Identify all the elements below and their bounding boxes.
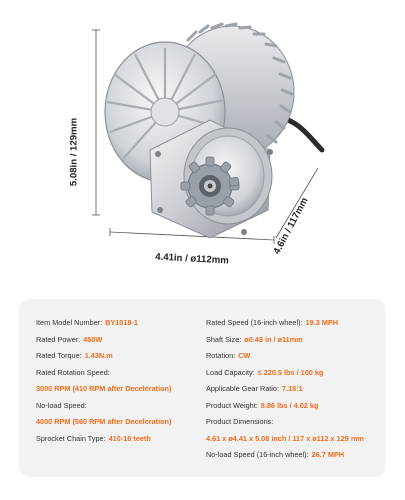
specifications-panel <box>19 299 385 477</box>
spec-rated-torque: Rated Torque: 1.43N.m <box>36 351 113 360</box>
spec-no-load-speed-wheel: No-load Speed (16-inch wheel): 26.7 MPH <box>206 450 345 459</box>
specs-right-column <box>206 317 384 466</box>
sprocket <box>181 157 239 215</box>
height-dimension-label: 5.08in / 129mm <box>68 117 80 187</box>
width-dimension-label: 4.41in / ø112mm <box>154 251 230 267</box>
spec-rotation: Rotation: CW <box>206 351 251 360</box>
spec-load-capacity: Load Capacity: ≤ 220.5 lbs / 100 kg <box>206 367 324 377</box>
spec-gear-ratio: Applicable Gear Ratio: 7.18:1 <box>206 384 303 393</box>
spec-shaft-size: Shaft Size: ø0.43 in / ø11mm <box>206 334 303 344</box>
spec-product-weight: Product Weight: 8.86 lbs / 4.02 kg <box>206 400 319 410</box>
spec-product-dimensions-label: Product Dimensions: <box>206 417 274 426</box>
spec-rated-power: Rated Power: 450W <box>36 334 103 344</box>
depth-dimension-label: 4.6in / 117mm <box>271 195 311 257</box>
spec-rated-rotation-speed-label: Rated Rotation Speed: <box>36 367 110 377</box>
specs-left-column <box>36 317 206 449</box>
spec-no-load-speed-value: 4000 RPM (560 RPM after Deceleration) <box>36 417 172 426</box>
spec-no-load-speed-label: No-load Speed: <box>36 400 87 410</box>
spec-rated-rotation-speed-value: 3000 RPM (410 RPM after Deceleration) <box>36 384 172 393</box>
spec-model-number: Item Model Number: BY1018-1 <box>36 318 138 327</box>
spec-sprocket-chain-type: Sprocket Chain Type: 410-16 teeth <box>36 433 151 443</box>
spec-product-dimensions-value: 4.61 x ø4.41 x 5.08 inch / 117 x ø112 x 129 mm <box>206 433 364 443</box>
spec-rated-speed-wheel: Rated Speed (16-inch wheel): 19.3 MPH <box>206 318 338 327</box>
